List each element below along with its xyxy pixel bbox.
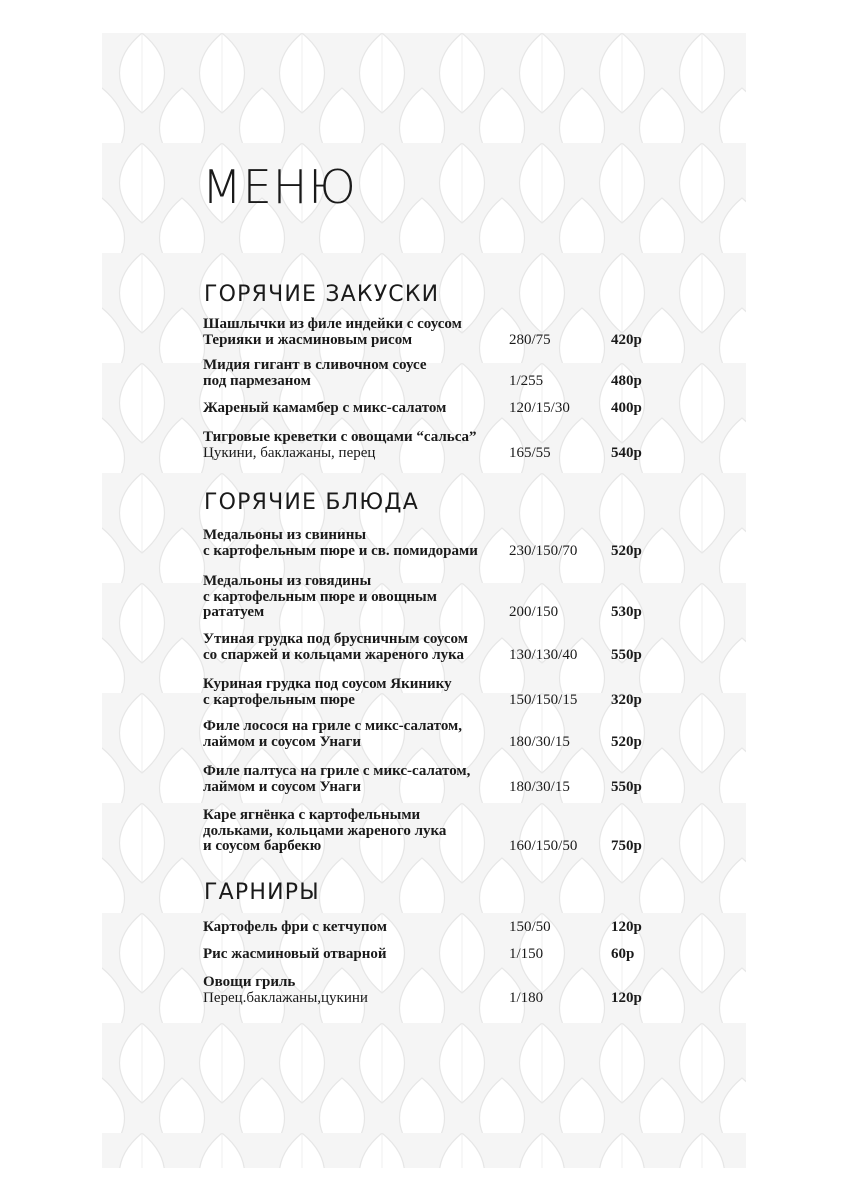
dish-name: с картофельным пюре и овощным (203, 588, 437, 605)
dish-name: Филе палтуса на гриле с микс-салатом, (203, 763, 471, 779)
dish-name: Овощи гриль (203, 974, 296, 990)
dish-name: и соусом барбекю (203, 838, 322, 854)
dish-name: Тигровые креветки с овощами “сальса” (203, 429, 477, 445)
dish-price: 420р (611, 331, 642, 348)
dish-description: Цукини, баклажаны, перец (203, 444, 376, 461)
dish-weight: 1/150 (509, 946, 544, 962)
dish-price: 540р (611, 444, 642, 461)
menu-item (203, 975, 663, 1006)
menu-item (203, 947, 663, 963)
menu-item (203, 401, 663, 417)
menu-item (203, 764, 663, 795)
section-title: ГАРНИРЫ (204, 880, 320, 905)
menu-title: МЕНЮ (202, 160, 357, 214)
menu-item (203, 719, 663, 750)
dish-name: Терияки и жасминовым рисом (203, 331, 413, 348)
dish-weight: 1/255 (509, 372, 544, 389)
dish-price: 520р (611, 542, 642, 559)
dish-weight: 180/30/15 (509, 733, 570, 750)
menu-item (203, 632, 663, 663)
dish-weight: 200/150 (509, 604, 559, 620)
dish-description: Перец.баклажаны,цукини (203, 989, 368, 1006)
dish-name: лаймом и соусом Унаги (203, 778, 361, 795)
dish-weight: 130/130/40 (509, 646, 578, 663)
dish-name: с картофельным пюре и св. помидорами (203, 542, 478, 559)
dish-name: Рис жасминовый отварной (203, 946, 387, 962)
section-title: ГОРЯЧИЕ ЗАКУСКИ (204, 282, 440, 307)
dish-name: Медальоны из свинины (203, 527, 367, 543)
menu-item (203, 528, 663, 559)
dish-price: 60р (611, 946, 635, 962)
dish-name: Медальоны из говядины (203, 573, 372, 589)
dish-name: дольками, кольцами жареного лука (203, 822, 447, 839)
dish-weight: 280/75 (509, 331, 551, 348)
dish-name: под пармезаном (203, 372, 311, 389)
dish-weight: 150/50 (509, 919, 551, 935)
dish-price: 550р (611, 778, 642, 795)
menu-item (203, 574, 663, 621)
dish-name: рататуем (203, 604, 265, 620)
dish-name: Жареный камамбер с микс-салатом (203, 400, 447, 416)
dish-price: 750р (611, 838, 642, 854)
dish-name: Куриная грудка под соусом Якинику (203, 676, 452, 692)
dish-weight: 1/180 (509, 989, 544, 1006)
menu-item (203, 430, 663, 461)
dish-weight: 150/150/15 (509, 691, 578, 708)
menu-item (203, 808, 663, 855)
menu-item (203, 358, 663, 389)
dish-weight: 160/150/50 (509, 838, 578, 854)
section-title: ГОРЯЧИЕ БЛЮДА (204, 490, 419, 515)
dish-price: 480р (611, 372, 642, 389)
dish-name: лаймом и соусом Унаги (203, 733, 361, 750)
dish-price: 120р (611, 919, 642, 935)
dish-name: со спаржей и кольцами жареного лука (203, 646, 465, 663)
dish-weight: 165/55 (509, 444, 551, 461)
dish-name: Утиная грудка под брусничным соусом (203, 631, 468, 647)
dish-weight: 180/30/15 (509, 778, 570, 795)
dish-price: 520р (611, 733, 642, 750)
dish-price: 530р (611, 604, 642, 620)
dish-name: Каре ягнёнка с картофельными (203, 807, 421, 823)
dish-name: Филе лосося на гриле с микс-салатом, (203, 718, 462, 734)
dish-name: Картофель фри с кетчупом (203, 919, 387, 935)
dish-name: с картофельным пюре (203, 691, 355, 708)
menu-item (203, 677, 663, 708)
dish-price: 400р (611, 400, 642, 416)
dish-name: Шашлычки из филе индейки с соусом (203, 316, 462, 332)
dish-price: 120р (611, 989, 642, 1006)
menu-item (203, 920, 663, 936)
dish-price: 550р (611, 646, 642, 663)
dish-name: Мидия гигант в сливочном соусе (203, 357, 427, 373)
menu-item (203, 317, 663, 348)
dish-price: 320р (611, 691, 642, 708)
dish-weight: 230/150/70 (509, 542, 578, 559)
dish-weight: 120/15/30 (509, 400, 570, 416)
